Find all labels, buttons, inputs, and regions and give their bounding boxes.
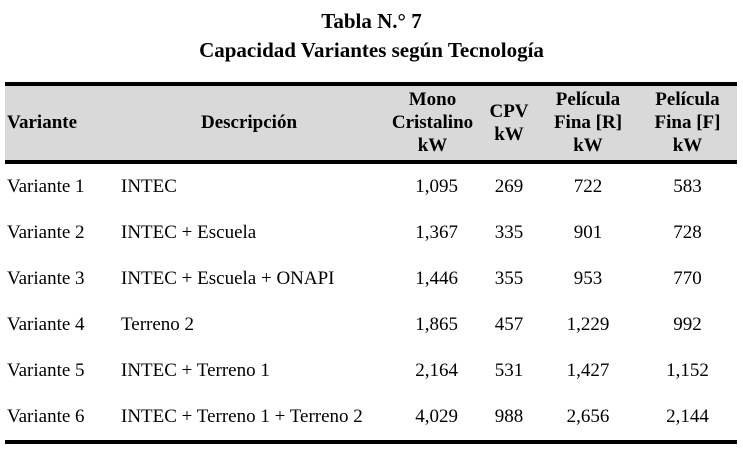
data-table: [5, 82, 737, 444]
header-pelicula-fina-f: Película Fina [F] kW: [638, 84, 737, 162]
cell-descripcion: INTEC + Terreno 1 + Terreno 2: [113, 394, 385, 442]
header-row: [5, 84, 737, 162]
cell-pelicula-r: 901: [573, 222, 603, 243]
cell-pelicula-f: 728: [673, 222, 702, 243]
cell-descripcion: Terreno 2: [121, 314, 195, 335]
cell-pelicula-f: 583: [673, 176, 702, 197]
cell-pelicula-r: 1,427: [566, 360, 610, 381]
capacity-table: [5, 82, 737, 444]
table-row: [5, 210, 737, 256]
table-row: [5, 256, 737, 302]
table-row: [5, 302, 737, 348]
cell-pelicula-r: 1,229: [566, 314, 610, 335]
cell-variante: Variante 3: [7, 268, 85, 289]
cell-mono: 4,029: [385, 394, 480, 442]
cell-descripcion: INTEC + Terreno 1: [121, 360, 270, 381]
cell-pelicula-r: 722: [573, 176, 603, 197]
cell-variante: Variante 5: [7, 360, 85, 381]
cell-mono: 1,367: [415, 222, 458, 243]
cell-cpv: 355: [494, 268, 524, 289]
cell-variante: Variante 4: [7, 314, 85, 335]
cell-cpv: 335: [494, 222, 524, 243]
cell-mono: 1,446: [415, 268, 458, 289]
cell-descripcion: INTEC + Escuela: [121, 222, 257, 243]
header-cpv: CPV kW: [480, 84, 538, 162]
header-descripcion: Descripción: [113, 84, 385, 162]
cell-pelicula-f: 770: [673, 268, 702, 289]
header-pelicula-fina-r: Película Fina [R] kW: [538, 84, 638, 162]
table-row: [5, 394, 737, 442]
cell-cpv: 531: [494, 360, 524, 381]
cell-variante: Variante 1: [7, 176, 85, 197]
table-title: [0, 7, 743, 65]
cell-variante: Variante 6: [5, 394, 113, 442]
title-line-1: Tabla N.° 7: [321, 9, 422, 33]
cell-pelicula-r: 2,656: [538, 394, 638, 442]
title-line-2: Capacidad Variantes según Tecnología: [199, 38, 544, 62]
header-mono-cristalino: Mono Cristalino kW: [385, 84, 480, 162]
cell-cpv: 269: [494, 176, 524, 197]
header-variante: Variante: [5, 84, 113, 162]
cell-cpv: 988: [480, 394, 538, 442]
cell-variante: Variante 2: [7, 222, 85, 243]
cell-descripcion: INTEC + Escuela + ONAPI: [121, 268, 335, 289]
cell-descripcion: INTEC: [121, 176, 177, 197]
table-row: [5, 348, 737, 394]
cell-pelicula-r: 953: [573, 268, 603, 289]
cell-pelicula-f: 992: [673, 314, 702, 335]
cell-mono: 2,164: [415, 360, 458, 381]
table-row: [5, 162, 737, 210]
cell-pelicula-f: 2,144: [638, 394, 737, 442]
cell-pelicula-f: 1,152: [666, 360, 709, 381]
cell-mono: 1,865: [415, 314, 458, 335]
cell-mono: 1,095: [415, 176, 458, 197]
cell-cpv: 457: [494, 314, 524, 335]
